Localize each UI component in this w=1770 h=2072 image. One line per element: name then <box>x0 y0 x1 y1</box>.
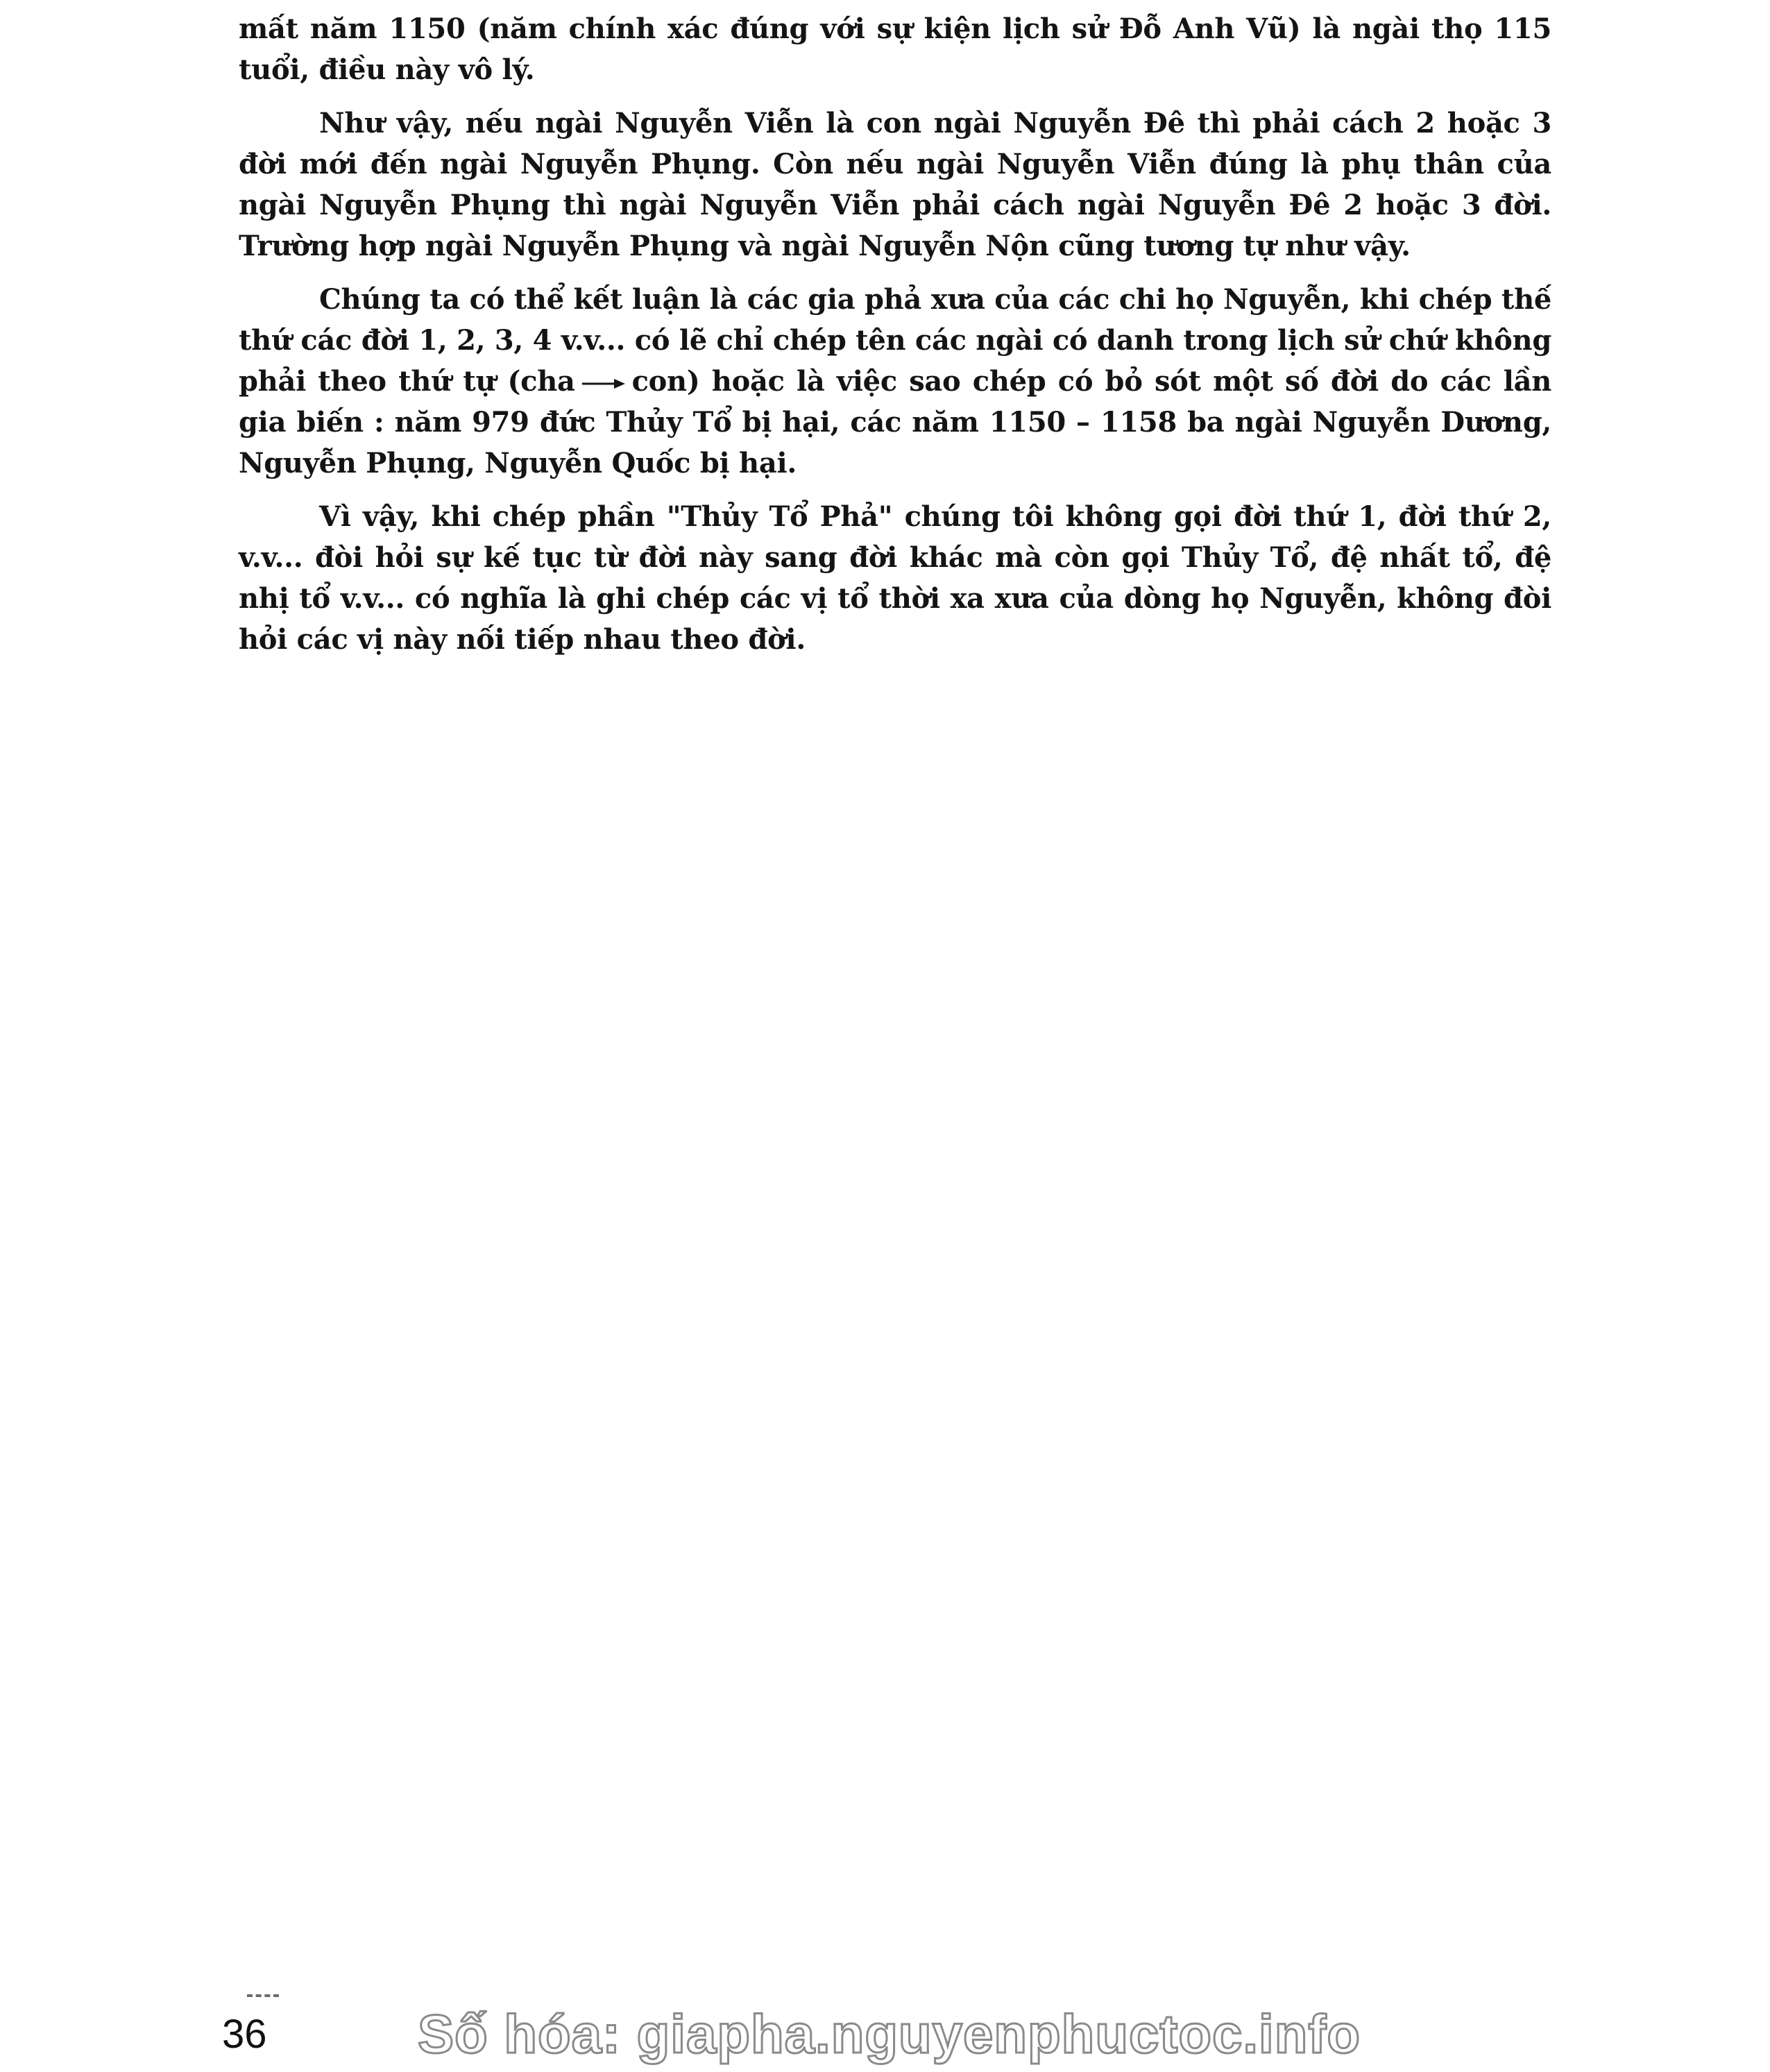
paragraph-3-part-1: Chúng ta có thể kết luận là các gia phả xưa của các chi họ Nguyễn, khi chép thế thứ các đời 1, 2, 3, 4 v.v... có lẽ chỉ chép tên các ngài có danh trong lịch sử chứ không phải theo thứ tự (cha <box>239 283 1551 398</box>
paragraph-3 <box>239 279 1551 484</box>
paragraph-1: mất năm 1150 (năm chính xác đúng với sự kiện lịch sử Đỗ Anh Vũ) là ngài thọ 115 tuổi, điều này vô lý. <box>239 12 1551 86</box>
paragraph-3-part-2: con) hoặc là việc sao chép có bỏ sót một số đời do các lần gia biến : năm 979 đức Thủy Tổ bị hại, các năm 1150 – 1158 ba ngài Nguyễn Dương, Nguyễn Phụng, Nguyễn Quốc bị hại. <box>239 365 1551 479</box>
watermark: Số hóa: giapha.nguyenphuctoc.info <box>418 2003 1361 2064</box>
document-body <box>239 8 1551 672</box>
paragraph-4: Vì vậy, khi chép phần "Thủy Tổ Phả" chúng tôi không gọi đời thứ 1, đời thứ 2, v.v... đòi hỏi sự kế tục từ đời này sang đời khác mà còn gọi Thủy Tổ, đệ nhất tổ, đệ nhị tổ v.v... có nghĩa là ghi chép các vị tổ thời xa xưa của dòng họ Nguyễn, không đòi hỏi các vị này nối tiếp nhau theo đời. <box>239 500 1551 656</box>
paragraph-2: Như vậy, nếu ngài Nguyễn Viễn là con ngài Nguyễn Đê thì phải cách 2 hoặc 3 đời mới đến ngài Nguyễn Phụng. Còn nếu ngài Nguyễn Viễn đúng là phụ thân của ngài Nguyễn Phụng thì ngài Nguyễn Viễn phải cách ngài Nguyễn Đê 2 hoặc 3 đời. Trường hợp ngài Nguyễn Phụng và ngài Nguyễn Nộn cũng tương tự như vậy. <box>239 107 1551 262</box>
page-number: 36 <box>222 2012 267 2057</box>
right-arrow-icon <box>579 370 628 398</box>
page-mark-decoration <box>247 1994 279 2003</box>
